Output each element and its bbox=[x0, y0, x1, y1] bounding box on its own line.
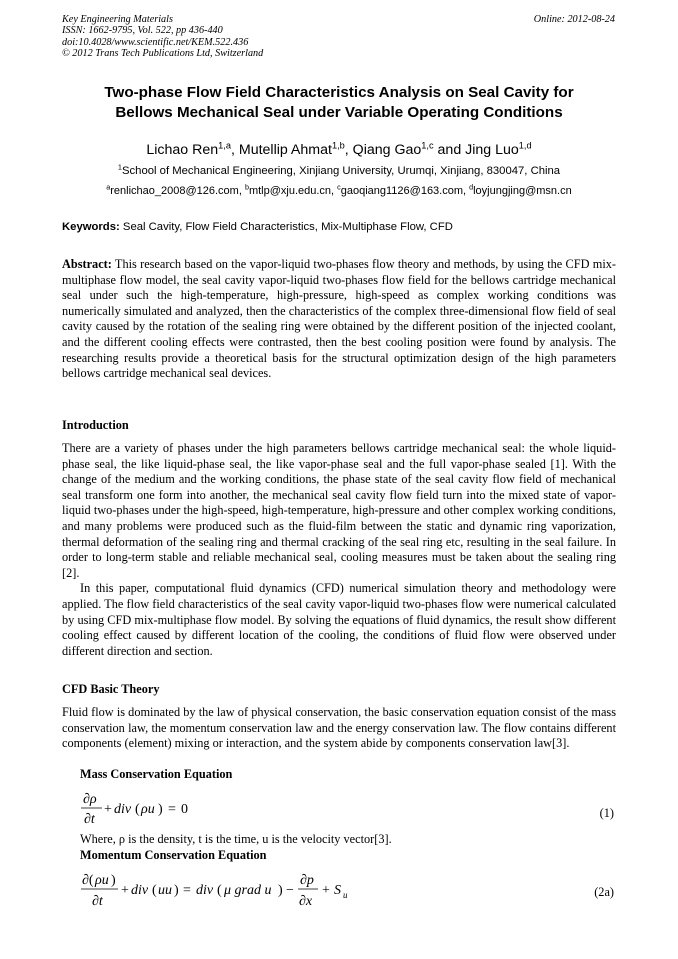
keywords-label: Keywords: bbox=[62, 221, 120, 233]
svg-text:): ) bbox=[158, 802, 163, 817]
author-affiliation-sup: 1,b bbox=[331, 140, 345, 151]
svg-text:μ grad u: μ grad u bbox=[224, 883, 272, 898]
svg-text:div: div bbox=[196, 883, 214, 898]
email-address[interactable]: gaoqiang1126@163.com, bbox=[340, 185, 470, 197]
affiliation-sup: 1 bbox=[117, 162, 122, 172]
abstract-text: This research based on the vapor-liquid two-phases flow theory and methods, by using the CFD mix-multiphase flow model, the seal cavity vapor-liquid two-phases flow field for the bellows cartridge mechanical seal under such the high-temperature, high-pressure, high-speed as complex working conditions was numerically simulated and analyzed, then the characteristics of the complex three-dimensional flow field of seal cavity caused by the rotation of the sealing ring were obtained by the different position of the injected coolant, and the different cooling effects were contrasted, then the best cooling position were found by analysis. The researching results provide a theoretical basis for the structural optimization design of the high parameters bellows cartridge mechanical seal devices. bbox=[62, 257, 616, 381]
email-address[interactable]: renlichao_2008@126.com, bbox=[110, 185, 245, 197]
svg-text:uu: uu bbox=[158, 883, 172, 898]
intro-paragraph-1: There are a variety of phases under the high parameters bellows cartridge mechanical seal: the whole liquid-phase seal, the like liquid-phase seal, the like vapor-phase seal and the full vapor-phase sealed [1]. With the change of the medium and the working conditions, the phase state of the seal cavity flow field of mechanical seal transform one form into another, the mechanical seal cavity flow field turn into the mixed state of vapor-liquid two-phases under the high-speed, high-temperature, high-pressure and other complex working conditions, and many problems were produced such as the fluid-film between the static and dynamic ring vaporization, thermal deformation of the sealing ring and thermal cracking of the seal ring etc, resulting in the seal failure. In order to long-term stable and reliable mechanical seal, cooling measures must be taken about the sealing ring [2]. bbox=[62, 441, 616, 580]
email-sup: a bbox=[106, 183, 111, 192]
equation-2a-number: (2a) bbox=[594, 885, 614, 899]
svg-text:∂ρ: ∂ρ bbox=[83, 792, 97, 807]
abstract-label: Abstract: bbox=[62, 257, 112, 271]
svg-text:∂t: ∂t bbox=[84, 812, 95, 827]
equation-2a bbox=[80, 868, 420, 912]
svg-text:div: div bbox=[114, 802, 132, 817]
svg-text:ρu: ρu bbox=[141, 802, 155, 817]
title-line-2: Bellows Mechanical Seal under Variable Operating Conditions bbox=[115, 104, 563, 121]
author-separator: and bbox=[433, 142, 466, 158]
author-name: Lichao Ren bbox=[146, 142, 219, 158]
author-name: Qiang Gao bbox=[352, 142, 422, 158]
svg-text:∂p: ∂p bbox=[300, 873, 314, 888]
svg-text:∂(: ∂( bbox=[82, 873, 94, 888]
svg-text:=: = bbox=[168, 802, 176, 817]
email-sup: c bbox=[337, 183, 341, 192]
journal-header bbox=[62, 14, 263, 59]
abstract bbox=[62, 257, 616, 382]
author-affiliation-sup: 1,a bbox=[218, 140, 231, 151]
online-date: Online: 2012-08-24 bbox=[533, 14, 615, 25]
equation-1 bbox=[80, 788, 250, 828]
introduction-heading: Introduction bbox=[62, 418, 129, 432]
affiliation-text: School of Mechanical Engineering, Xinjiang University, Urumqi, Xinjiang, 830047, China bbox=[121, 165, 561, 177]
svg-text:): ) bbox=[174, 883, 179, 898]
cfd-paragraph-1: Fluid flow is dominated by the law of physical conservation, the basic conservation equation consist of the mass conservation law, the momentum conservation law and the energy conservation law. The flow contains different components (element) mixing or interaction, and the system abide by components conservation law[3]. bbox=[62, 705, 616, 751]
svg-text:−: − bbox=[286, 883, 294, 898]
svg-text:u: u bbox=[343, 890, 348, 900]
mass-conservation-heading: Mass Conservation Equation bbox=[80, 767, 233, 781]
equation-1-number: (1) bbox=[599, 806, 614, 820]
email-list bbox=[62, 185, 616, 197]
email-sup: d bbox=[469, 183, 474, 192]
author-name: Jing Luo bbox=[465, 142, 519, 158]
paper-title bbox=[62, 83, 616, 123]
svg-text:div: div bbox=[131, 883, 149, 898]
author-affiliation-sup: 1,c bbox=[421, 140, 434, 151]
title-line-1: Two-phase Flow Field Characteristics Analysis on Seal Cavity for bbox=[104, 84, 574, 101]
svg-text:+: + bbox=[322, 883, 330, 898]
author-name: Mutellip Ahmat bbox=[238, 142, 332, 158]
intro-paragraph-2: In this paper, computational fluid dynamics (CFD) numerical simulation theory and methodology were applied. The flow field characteristics of the seal cavity vapor-liquid two-phases flow were numerical calculated by using CFD mix-multiphase flow model. By solving the equations of fluid dynamics, the result show different cooling effect caused by different location of the cooling, the conditions of fluid flow were observed under different direction and section. bbox=[62, 581, 616, 658]
svg-text:S: S bbox=[334, 883, 341, 898]
keywords bbox=[62, 221, 616, 233]
svg-text:(: ( bbox=[217, 883, 222, 898]
affiliation bbox=[62, 162, 616, 177]
introduction-body bbox=[62, 441, 616, 659]
svg-text:∂x: ∂x bbox=[299, 894, 313, 909]
author-separator: , bbox=[230, 142, 239, 158]
svg-text:(: ( bbox=[135, 802, 140, 817]
svg-text:(: ( bbox=[152, 883, 157, 898]
svg-text:+: + bbox=[104, 802, 112, 817]
doi-line: doi:10.4028/www.scientific.net/KEM.522.436 bbox=[62, 36, 249, 48]
email-sup: b bbox=[244, 183, 249, 192]
issn-line: ISSN: 1662-9795, Vol. 522, pp 436-440 bbox=[62, 25, 223, 37]
keywords-text: Seal Cavity, Flow Field Characteristics, Mix-Multiphase Flow, CFD bbox=[119, 221, 453, 233]
svg-text:+: + bbox=[121, 883, 129, 898]
svg-text:=: = bbox=[183, 883, 191, 898]
svg-text:ρu: ρu bbox=[95, 873, 109, 888]
where-text: Where, ρ is the density, t is the time, u is the velocity vector[3]. bbox=[80, 832, 392, 846]
copyright-line: © 2012 Trans Tech Publications Ltd, Switzerland bbox=[62, 47, 264, 59]
email-address[interactable]: mtlp@xju.edu.cn, bbox=[248, 185, 338, 197]
author-list bbox=[62, 142, 616, 158]
cfd-heading: CFD Basic Theory bbox=[62, 682, 160, 696]
svg-text:0: 0 bbox=[181, 802, 188, 817]
svg-text:): ) bbox=[111, 873, 116, 888]
journal-name: Key Engineering Materials bbox=[62, 14, 173, 25]
momentum-conservation-heading: Momentum Conservation Equation bbox=[80, 848, 267, 862]
email-address[interactable]: loyjungjing@msn.cn bbox=[473, 185, 572, 197]
svg-text:): ) bbox=[278, 883, 283, 898]
author-separator: , bbox=[344, 142, 353, 158]
svg-text:∂t: ∂t bbox=[92, 894, 103, 909]
author-affiliation-sup: 1,d bbox=[518, 140, 532, 151]
